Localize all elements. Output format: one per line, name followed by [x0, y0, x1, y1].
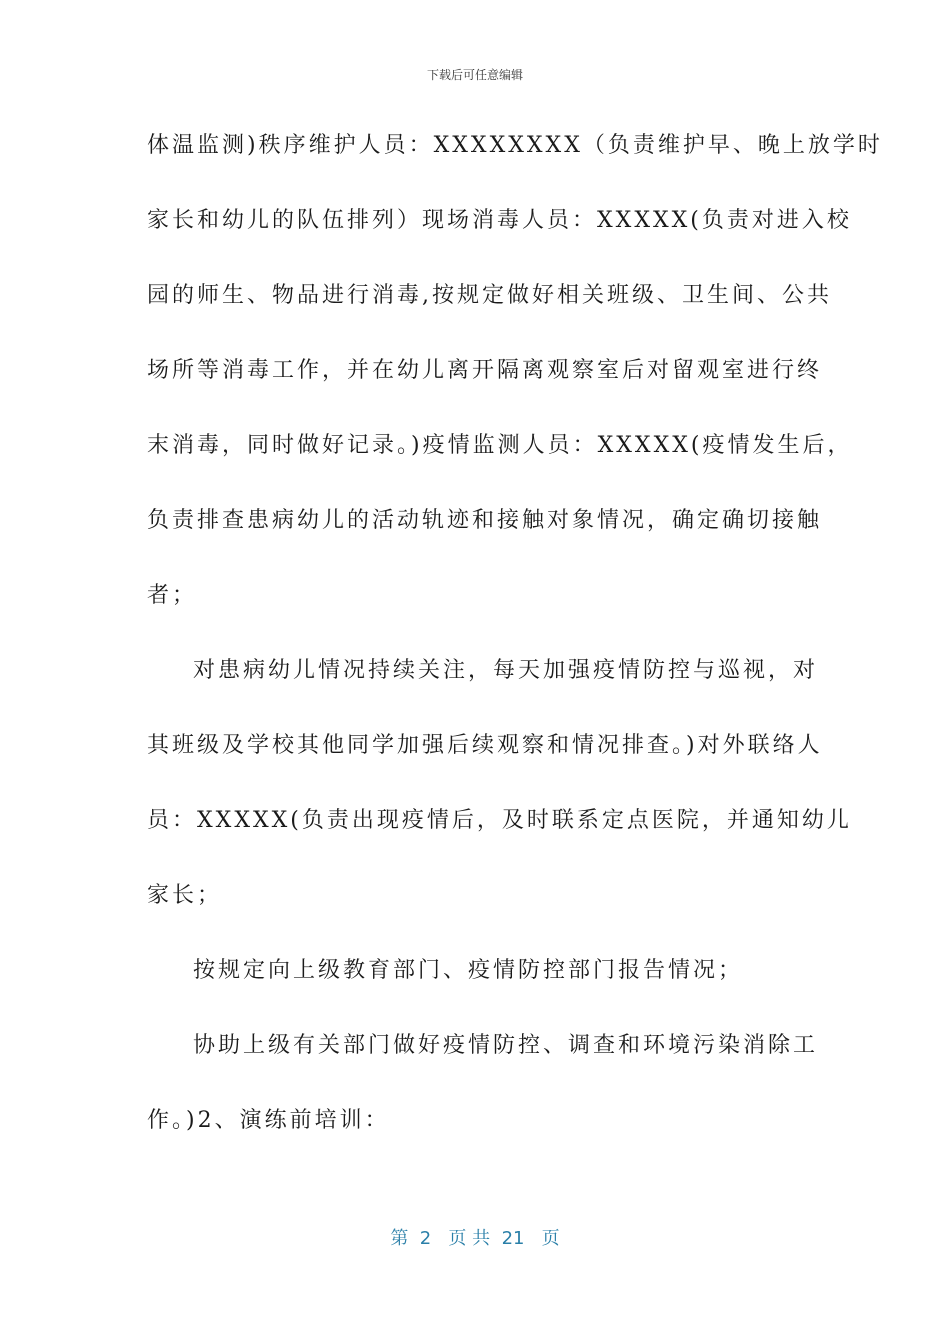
- document-body: [147, 118, 883, 1168]
- text-line: 体温监测)秩序维护人员：XXXXXXXX（负责维护早、晚上放学时: [147, 133, 883, 158]
- paragraph-start-line: 对患病幼儿情况持续关注，每天加强疫情防控与巡视，对: [193, 658, 819, 683]
- text-line: 园的师生、物品进行消毒,按规定做好相关班级、卫生间、公共: [147, 283, 832, 308]
- paragraph-start-line: 协助上级有关部门做好疫情防控、调查和环境污染消除工: [193, 1033, 819, 1058]
- text-line: 末消毒，同时做好记录。)疫情监测人员：XXXXX(疫情发生后，: [147, 433, 853, 458]
- text-line: 场所等消毒工作，并在幼儿离开隔离观察室后对留观室进行终: [147, 358, 823, 383]
- text-line: 负责排查患病幼儿的活动轨迹和接触对象情况，确定确切接触: [147, 508, 823, 533]
- paragraph-start-line: 按规定向上级教育部门、疫情防控部门报告情况；: [193, 958, 744, 983]
- text-line: 者；: [147, 583, 198, 608]
- text-line: 其班级及学校其他同学加强后续观察和情况排查。)对外联络人: [147, 733, 823, 758]
- text-line: 作。)2、演练前培训：: [147, 1108, 390, 1133]
- page-number-footer: 第 2 页 共 21 页: [390, 1228, 560, 1249]
- page-header: 下载后可任意编辑: [426, 68, 523, 82]
- text-line: 家长和幼儿的队伍排列）现场消毒人员：XXXXX(负责对进入校: [147, 208, 852, 233]
- text-line: 家长；: [147, 883, 223, 908]
- text-line: 员：XXXXX(负责出现疫情后，及时联系定点医院，并通知幼儿: [147, 808, 852, 833]
